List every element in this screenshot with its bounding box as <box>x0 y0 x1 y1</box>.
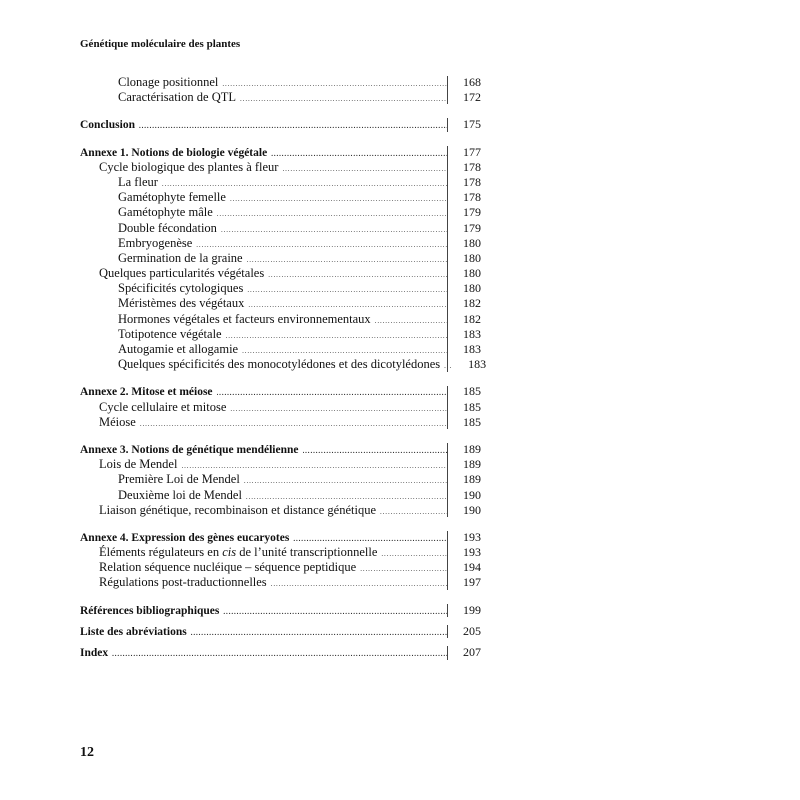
toc-entry[interactable] <box>80 90 481 105</box>
toc-entry-page: 194 <box>463 560 481 575</box>
toc-entry-title: Régulations post-traductionnelles <box>99 575 267 590</box>
toc-entry-title: Clonage positionnel <box>118 75 219 89</box>
toc-entry-page: 182 <box>463 296 481 311</box>
toc-entry-page: 207 <box>463 645 481 659</box>
toc-entry-page: 182 <box>463 311 481 326</box>
toc-dot-leader <box>226 329 447 344</box>
toc-dot-leader <box>375 314 447 329</box>
toc-dot-leader <box>247 283 447 298</box>
page-column-rule <box>447 531 448 590</box>
toc-dot-leader <box>303 444 448 459</box>
toc-entry-title: Annexe 4. Expression des gènes eucaryotes <box>80 531 290 544</box>
page-column-rule <box>447 443 448 517</box>
page-column-rule <box>447 625 448 638</box>
page-number: 12 <box>80 745 94 760</box>
toc-entry[interactable] <box>80 281 481 296</box>
toc-entry-title: Index <box>80 647 109 659</box>
toc-entry-page: 180 <box>463 266 481 281</box>
toc-entry-title: Deuxième loi de Mendel <box>118 487 242 502</box>
toc-entry-page: 180 <box>463 250 481 265</box>
toc-entry-page: 197 <box>463 575 481 590</box>
toc-entry[interactable] <box>80 530 481 545</box>
toc-dot-leader <box>139 119 447 134</box>
toc-entry-page: 175 <box>463 117 481 132</box>
toc-entry-page: 193 <box>463 529 481 544</box>
toc-entry-title: Caractérisation de QTL <box>118 90 237 105</box>
toc-entry[interactable] <box>80 442 481 457</box>
toc-entry[interactable] <box>80 117 481 132</box>
toc-entry-title: La fleur <box>118 174 158 189</box>
toc-entry[interactable] <box>80 415 481 430</box>
toc-spacer <box>80 372 481 384</box>
toc-dot-leader <box>230 402 447 417</box>
running-head: Génétique moléculaire des plantes <box>80 38 241 50</box>
toc-entry-title: Relation séquence nucléique – séquence peptidique <box>99 560 357 575</box>
toc-entry[interactable] <box>80 221 481 236</box>
toc-entry[interactable] <box>80 342 481 357</box>
toc-entry[interactable] <box>80 75 481 90</box>
toc-entry[interactable] <box>80 457 481 472</box>
toc-dot-leader <box>230 192 447 207</box>
toc-entry-page: 178 <box>463 174 481 189</box>
toc-entry-page: 205 <box>463 623 481 638</box>
toc-dot-leader <box>217 207 447 222</box>
toc-dot-leader <box>271 577 447 592</box>
toc-entry-title: Cycle cellulaire et mitose <box>99 399 227 414</box>
toc-entry[interactable] <box>80 400 481 415</box>
toc-entry-title: Quelques particularités végétales <box>99 266 265 281</box>
toc-entry-page: 172 <box>463 90 481 105</box>
toc-dot-leader <box>191 626 447 641</box>
toc-entry-title: Conclusion <box>80 119 135 132</box>
toc-entry-page: 180 <box>463 281 481 296</box>
toc-entry[interactable] <box>80 384 481 399</box>
toc-entry-page: 178 <box>463 159 481 174</box>
toc-entry-title: Références bibliographiques <box>80 604 220 617</box>
table-of-contents <box>80 75 487 660</box>
toc-entry[interactable] <box>80 236 481 251</box>
toc-dot-leader <box>360 562 447 577</box>
toc-dot-leader <box>282 162 447 177</box>
toc-entry-page: 179 <box>463 205 481 220</box>
toc-entry-title: Gamétophyte femelle <box>118 190 226 205</box>
toc-entry-page: 190 <box>463 502 481 517</box>
toc-entry-page: 199 <box>463 602 481 617</box>
toc-dot-leader <box>268 268 447 283</box>
toc-entry-page: 180 <box>463 235 481 250</box>
toc-entry-page: 185 <box>463 399 481 414</box>
toc-dot-leader <box>222 77 447 92</box>
toc-entry-page: 189 <box>463 457 481 472</box>
toc-entry[interactable] <box>80 160 481 175</box>
toc-dot-leader <box>240 92 447 107</box>
toc-entry-title: Spécificités cytologiques <box>118 281 244 296</box>
page-column-rule <box>447 646 448 659</box>
toc-entry-title: Liaison génétique, recombinaison et distance génétique <box>99 502 376 517</box>
toc-dot-leader <box>244 474 447 489</box>
toc-entry[interactable] <box>80 266 481 281</box>
toc-entry-page: 189 <box>463 441 481 456</box>
toc-entry[interactable] <box>80 503 481 518</box>
toc-entry-title: Double fécondation <box>118 220 217 235</box>
toc-entry[interactable] <box>80 190 481 205</box>
toc-dot-leader <box>223 605 447 620</box>
toc-entry[interactable] <box>80 560 481 575</box>
toc-entry[interactable] <box>80 575 481 590</box>
toc-entry-title: Autogamie et allogamie <box>118 342 239 356</box>
toc-entry[interactable] <box>80 327 481 342</box>
toc-entry-page: 168 <box>463 75 481 89</box>
toc-entry-title: Lois de Mendel <box>99 457 178 472</box>
toc-entry-title: Annexe 1. Notions de biologie végétale <box>80 146 268 159</box>
toc-entry-page: 183 <box>463 326 481 341</box>
toc-entry[interactable] <box>80 488 481 503</box>
toc-dot-leader <box>217 386 447 401</box>
toc-entry[interactable] <box>80 545 481 560</box>
toc-dot-leader <box>271 147 447 162</box>
toc-dot-leader <box>221 223 447 238</box>
toc-entry-title: Annexe 2. Mitose et méiose <box>80 386 213 399</box>
page-column-rule <box>447 604 448 617</box>
toc-entry-title: Gamétophyte mâle <box>118 205 213 220</box>
toc-entry[interactable] <box>80 251 481 266</box>
toc-entry[interactable] <box>80 175 481 190</box>
toc-dot-leader <box>140 417 447 432</box>
toc-dot-leader <box>380 505 447 520</box>
toc-entry-page: 177 <box>463 144 481 159</box>
toc-entry-page: 189 <box>463 472 481 487</box>
toc-entry[interactable] <box>80 472 481 487</box>
toc-dot-leader <box>247 253 447 268</box>
toc-entry[interactable] <box>80 624 481 639</box>
toc-entry-page: 193 <box>463 545 481 560</box>
toc-entry-title: Quelques spécificités des monocotylédones et des dicotylédones <box>118 357 441 372</box>
toc-entry-page: 185 <box>463 384 481 399</box>
page-column-rule <box>447 146 448 372</box>
toc-entry-title: Annexe 3. Notions de génétique mendélienne <box>80 443 299 456</box>
toc-entry-page: 183 <box>463 342 481 356</box>
toc-entry-title: Totipotence végétale <box>118 326 222 341</box>
toc-dot-leader <box>112 647 447 662</box>
toc-entry-title: Première Loi de Mendel <box>118 472 240 487</box>
toc-entry-title: Hormones végétales et facteurs environnementaux <box>118 311 371 326</box>
toc-entry-title: Cycle biologique des plantes à fleur <box>99 159 279 174</box>
page-column-rule <box>447 76 448 104</box>
toc-entry-title: Germination de la graine <box>118 250 243 265</box>
toc-dot-leader <box>381 547 447 562</box>
toc-entry[interactable] <box>80 357 487 372</box>
toc-entry-page: 178 <box>463 190 481 205</box>
toc-entry[interactable] <box>80 145 481 160</box>
toc-entry-title: Méiose <box>99 414 136 429</box>
toc-dot-leader <box>444 359 452 374</box>
toc-entry-page: 190 <box>463 487 481 502</box>
toc-entry-title: Éléments régulateurs en cis de l’unité transcriptionnelle <box>99 545 378 560</box>
toc-entry-title: Méristèmes des végétaux <box>118 296 245 311</box>
toc-entry-page: 185 <box>463 414 481 429</box>
toc-entry[interactable] <box>80 205 481 220</box>
toc-entry[interactable] <box>80 603 481 618</box>
page-column-rule <box>447 386 448 430</box>
toc-entry-title: Embryogenèse <box>118 235 193 250</box>
toc-entry-title: Liste des abréviations <box>80 625 187 638</box>
toc-entry-page: 179 <box>463 220 481 235</box>
toc-entry[interactable] <box>80 312 481 327</box>
page-column-rule <box>447 118 448 131</box>
toc-entry[interactable] <box>80 645 481 660</box>
toc-entry[interactable] <box>80 296 481 311</box>
toc-entry-page: 183 <box>468 357 487 372</box>
